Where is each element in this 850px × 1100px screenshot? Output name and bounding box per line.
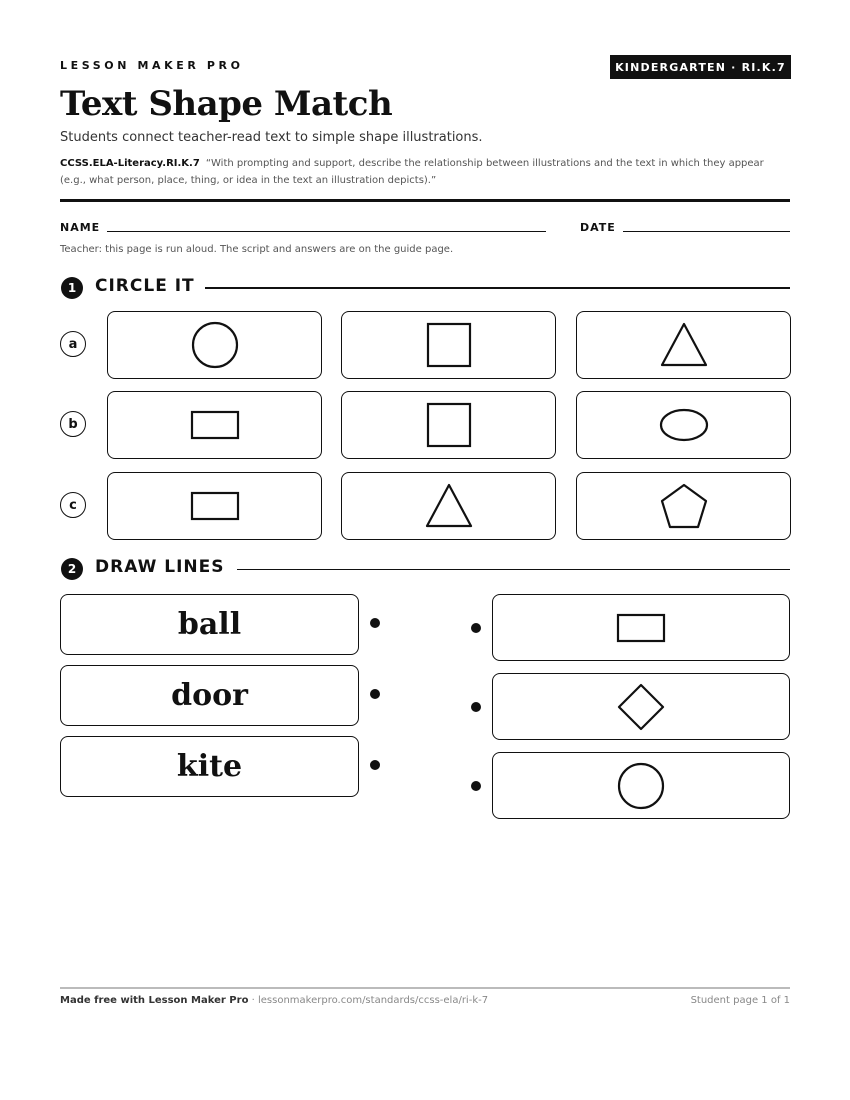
word-text: ball bbox=[177, 607, 242, 642]
grade-standard-badge: KINDERGARTEN · RI.K.7 bbox=[610, 55, 791, 79]
circle-icon bbox=[190, 320, 240, 370]
pentagon-icon bbox=[659, 483, 709, 529]
shape-choice-box[interactable] bbox=[576, 472, 791, 540]
word-text: kite bbox=[176, 749, 243, 784]
rectangle-icon bbox=[190, 410, 240, 440]
word-connector-dot[interactable] bbox=[370, 618, 380, 628]
rectangle-icon bbox=[190, 491, 240, 521]
standard-description bbox=[60, 155, 790, 189]
shape-card bbox=[492, 673, 790, 740]
triangle-icon bbox=[424, 483, 474, 529]
footer-made-with: Made free with Lesson Maker Pro bbox=[60, 995, 249, 1006]
shape-card bbox=[492, 594, 790, 661]
shape-choice-box[interactable] bbox=[107, 311, 322, 379]
shape-connector-dot[interactable] bbox=[471, 781, 481, 791]
shape-card bbox=[492, 752, 790, 819]
teacher-note: Teacher: this page is run aloud. The script and answers are on the guide page. bbox=[60, 244, 454, 255]
word-text: door bbox=[171, 678, 248, 713]
brand-name: LESSON MAKER PRO bbox=[60, 59, 244, 72]
shape-choice-box[interactable] bbox=[341, 472, 556, 540]
section-1-title: CIRCLE IT bbox=[95, 276, 195, 296]
name-label: NAME bbox=[60, 221, 101, 234]
shape-choice-box[interactable] bbox=[341, 311, 556, 379]
rectangle-icon bbox=[616, 613, 666, 643]
row-label-c: c bbox=[60, 492, 86, 518]
oval-icon bbox=[658, 407, 710, 443]
page-subtitle: Students connect teacher-read text to simple shape illustrations. bbox=[60, 130, 483, 145]
circle-icon bbox=[616, 761, 666, 811]
shape-choice-box[interactable] bbox=[341, 391, 556, 459]
section-2-rule bbox=[237, 569, 790, 570]
word-card bbox=[60, 736, 359, 797]
page-title: Text Shape Match bbox=[60, 84, 393, 124]
shape-connector-dot[interactable] bbox=[471, 702, 481, 712]
shape-choice-box[interactable] bbox=[107, 391, 322, 459]
word-connector-dot[interactable] bbox=[370, 760, 380, 770]
word-card bbox=[60, 665, 359, 726]
diamond-icon bbox=[616, 682, 666, 732]
section-1-number: 1 bbox=[61, 277, 83, 299]
shape-choice-box[interactable] bbox=[576, 391, 791, 459]
shape-choice-box[interactable] bbox=[576, 311, 791, 379]
word-connector-dot[interactable] bbox=[370, 689, 380, 699]
section-2-title: DRAW LINES bbox=[95, 557, 225, 577]
section-2-number: 2 bbox=[61, 558, 83, 580]
name-line[interactable] bbox=[107, 231, 546, 232]
date-label: DATE bbox=[580, 221, 616, 234]
shape-choice-box[interactable] bbox=[107, 472, 322, 540]
word-card bbox=[60, 594, 359, 655]
footer-page-number: Student page 1 of 1 bbox=[690, 995, 790, 1006]
footer-url: · lessonmakerpro.com/standards/ccss-ela/ri-k-7 bbox=[248, 995, 489, 1006]
footer-credit bbox=[60, 995, 488, 1006]
section-1-rule bbox=[205, 287, 790, 289]
square-icon bbox=[426, 322, 472, 368]
standard-text: “With prompting and support, describe the relationship between illustrations and the text in which they appear (e.g., what person, place, thing, or idea in the text an illustration depicts).” bbox=[60, 158, 764, 186]
square-icon bbox=[426, 402, 472, 448]
footer-divider bbox=[60, 987, 790, 989]
row-label-a: a bbox=[60, 331, 86, 357]
triangle-icon bbox=[659, 322, 709, 368]
row-label-b: b bbox=[60, 411, 86, 437]
date-line[interactable] bbox=[623, 231, 790, 232]
header-divider bbox=[60, 199, 790, 202]
shape-connector-dot[interactable] bbox=[471, 623, 481, 633]
standard-code: CCSS.ELA-Literacy.RI.K.7 bbox=[60, 158, 200, 169]
